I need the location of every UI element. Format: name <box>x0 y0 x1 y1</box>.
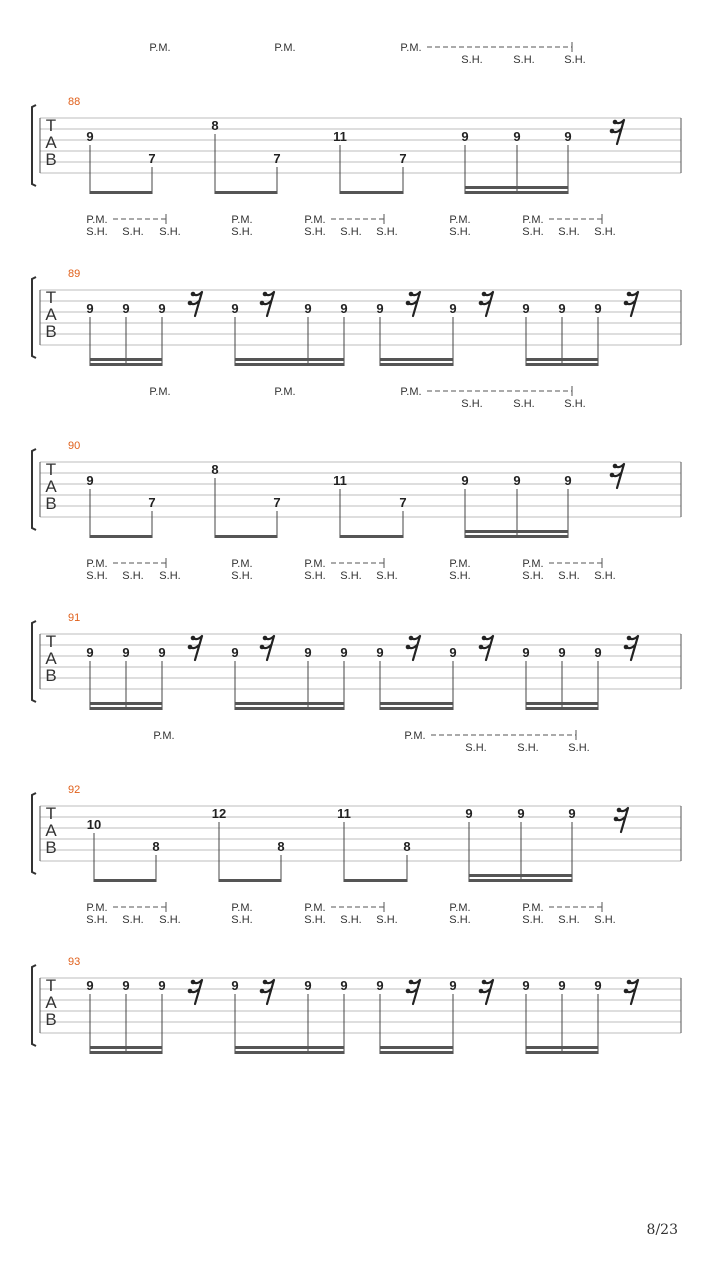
slide-hammer-label: S.H. <box>564 398 586 410</box>
slide-hammer-label: S.H. <box>449 570 471 582</box>
tab-system <box>32 42 681 194</box>
measure-number: 93 <box>68 956 81 968</box>
tab-clef-letter: T <box>45 804 57 823</box>
note-beam <box>235 1046 344 1049</box>
slide-hammer-label: S.H. <box>86 226 108 238</box>
fret-number: 9 <box>513 473 521 488</box>
tab-clef-letter: B <box>45 666 57 685</box>
fret-number: 9 <box>376 978 384 993</box>
note-beam <box>526 702 598 705</box>
note-beam <box>380 1051 453 1054</box>
palm-mute-label: P.M. <box>304 558 326 570</box>
note-beam <box>90 1046 162 1049</box>
measure-number: 90 <box>68 440 81 452</box>
fret-number: 9 <box>376 645 384 660</box>
fret-number: 9 <box>122 978 130 993</box>
palm-mute-label: P.M. <box>86 902 108 914</box>
fret-number: 9 <box>594 301 602 316</box>
palm-mute-label: P.M. <box>449 214 471 226</box>
fret-number: 7 <box>399 495 407 510</box>
note-beam <box>340 535 403 538</box>
fret-number: 9 <box>461 473 469 488</box>
rest-dot <box>627 980 632 985</box>
fret-number: 9 <box>158 978 166 993</box>
rest-dot <box>479 989 484 994</box>
slide-hammer-label: S.H. <box>517 742 539 754</box>
note-beam <box>215 535 277 538</box>
rest-dot <box>260 301 265 306</box>
note-beam <box>90 707 162 710</box>
slide-hammer-label: S.H. <box>522 570 544 582</box>
fret-number: 9 <box>558 645 566 660</box>
fret-number: 8 <box>211 462 219 477</box>
tab-clef-letter: A <box>45 305 57 324</box>
note-beam <box>235 358 344 361</box>
tab-clef-letter: A <box>45 649 57 668</box>
rest-dot <box>409 636 414 641</box>
tab-system <box>32 386 681 538</box>
rest-dot <box>614 817 619 822</box>
rest-dot <box>406 645 411 650</box>
measure-number: 88 <box>68 96 81 108</box>
system-bracket <box>32 277 36 358</box>
slide-hammer-label: S.H. <box>159 226 181 238</box>
palm-mute-label: P.M. <box>231 902 253 914</box>
fret-number: 9 <box>568 806 576 821</box>
rest-dot <box>624 301 629 306</box>
fret-number: 11 <box>337 806 351 821</box>
note-beam <box>235 702 344 705</box>
rest-dot <box>627 292 632 297</box>
tab-system <box>32 902 681 1054</box>
fret-number: 9 <box>158 301 166 316</box>
note-beam <box>215 191 277 194</box>
fret-number: 9 <box>231 301 239 316</box>
note-beam <box>465 191 568 194</box>
note-beam <box>526 1046 598 1049</box>
fret-number: 9 <box>465 806 473 821</box>
rest-dot <box>409 292 414 297</box>
page-number: 8/23 <box>646 1222 678 1238</box>
fret-number: 9 <box>86 129 94 144</box>
slide-hammer-label: S.H. <box>304 570 326 582</box>
note-beam <box>235 1051 344 1054</box>
palm-mute-label: P.M. <box>86 558 108 570</box>
note-beam <box>380 707 453 710</box>
fret-number: 8 <box>277 839 285 854</box>
tab-clef-letter: B <box>45 494 57 513</box>
tab-system <box>32 730 681 882</box>
palm-mute-label: P.M. <box>522 558 544 570</box>
fret-number: 11 <box>333 129 347 144</box>
rest-dot <box>188 645 193 650</box>
rest-dot <box>613 120 618 125</box>
system-bracket <box>32 621 36 702</box>
slide-hammer-label: S.H. <box>594 226 616 238</box>
slide-hammer-label: S.H. <box>231 914 253 926</box>
fret-number: 7 <box>273 495 281 510</box>
palm-mute-label: P.M. <box>274 42 296 54</box>
slide-hammer-label: S.H. <box>376 570 398 582</box>
palm-mute-label: P.M. <box>304 214 326 226</box>
fret-number: 9 <box>86 473 94 488</box>
system-bracket <box>32 793 36 874</box>
fret-number: 9 <box>564 473 572 488</box>
slide-hammer-label: S.H. <box>558 570 580 582</box>
fret-number: 9 <box>376 301 384 316</box>
rest-dot <box>617 808 622 813</box>
fret-number: 9 <box>122 301 130 316</box>
note-beam <box>340 191 403 194</box>
slide-hammer-label: S.H. <box>122 914 144 926</box>
slide-hammer-label: S.H. <box>513 398 535 410</box>
palm-mute-label: P.M. <box>400 42 422 54</box>
fret-number: 9 <box>449 978 457 993</box>
fret-number: 9 <box>594 645 602 660</box>
note-beam <box>219 879 281 882</box>
slide-hammer-label: S.H. <box>86 570 108 582</box>
fret-number: 9 <box>594 978 602 993</box>
slide-hammer-label: S.H. <box>449 914 471 926</box>
note-beam <box>469 879 572 882</box>
fret-number: 9 <box>340 645 348 660</box>
note-beam <box>380 358 453 361</box>
fret-number: 9 <box>449 301 457 316</box>
note-beam <box>380 702 453 705</box>
note-beam <box>465 535 568 538</box>
note-beam <box>469 874 572 877</box>
note-beam <box>526 358 598 361</box>
tab-clef-letter: B <box>45 322 57 341</box>
slide-hammer-label: S.H. <box>159 914 181 926</box>
rest-dot <box>409 980 414 985</box>
palm-mute-label: P.M. <box>304 902 326 914</box>
fret-number: 9 <box>158 645 166 660</box>
rest-dot <box>406 301 411 306</box>
note-beam <box>90 702 162 705</box>
fret-number: 9 <box>461 129 469 144</box>
fret-number: 9 <box>340 301 348 316</box>
note-beam <box>526 707 598 710</box>
measure-number: 92 <box>68 784 81 796</box>
palm-mute-label: P.M. <box>449 902 471 914</box>
fret-number: 12 <box>211 806 227 821</box>
note-beam <box>90 191 152 194</box>
tab-clef-letter: T <box>45 632 57 651</box>
fret-number: 9 <box>86 978 94 993</box>
fret-number: 9 <box>522 645 530 660</box>
fret-number: 9 <box>564 129 572 144</box>
fret-number: 9 <box>304 645 312 660</box>
rest-dot <box>260 989 265 994</box>
slide-hammer-label: S.H. <box>376 226 398 238</box>
rest-dot <box>627 636 632 641</box>
palm-mute-label: P.M. <box>449 558 471 570</box>
tab-clef-letter: T <box>45 116 57 135</box>
fret-number: 10 <box>86 817 102 832</box>
tab-clef-letter: A <box>45 477 57 496</box>
slide-hammer-label: S.H. <box>231 226 253 238</box>
fret-number: 9 <box>122 645 130 660</box>
tab-system <box>32 214 681 366</box>
fret-number: 9 <box>86 301 94 316</box>
fret-number: 9 <box>231 645 239 660</box>
slide-hammer-label: S.H. <box>340 226 362 238</box>
rest-dot <box>613 464 618 469</box>
rest-dot <box>406 989 411 994</box>
note-beam <box>90 358 162 361</box>
slide-hammer-label: S.H. <box>376 914 398 926</box>
rest-dot <box>191 636 196 641</box>
slide-hammer-label: S.H. <box>304 914 326 926</box>
tab-system <box>32 558 681 710</box>
tab-clef-letter: A <box>45 821 57 840</box>
note-beam <box>235 363 344 366</box>
fret-number: 7 <box>148 495 156 510</box>
slide-hammer-label: S.H. <box>461 398 483 410</box>
fret-number: 9 <box>558 301 566 316</box>
palm-mute-label: P.M. <box>149 386 171 398</box>
note-beam <box>465 530 568 533</box>
slide-hammer-label: S.H. <box>564 54 586 66</box>
tab-clef-letter: B <box>45 150 57 169</box>
fret-number: 8 <box>403 839 411 854</box>
slide-hammer-label: S.H. <box>461 54 483 66</box>
slide-hammer-label: S.H. <box>340 570 362 582</box>
slide-hammer-label: S.H. <box>340 914 362 926</box>
palm-mute-label: P.M. <box>149 42 171 54</box>
slide-hammer-label: S.H. <box>231 570 253 582</box>
rest-dot <box>482 636 487 641</box>
slide-hammer-label: S.H. <box>568 742 590 754</box>
tab-clef-letter: T <box>45 460 57 479</box>
slide-hammer-label: S.H. <box>522 226 544 238</box>
slide-hammer-label: S.H. <box>513 54 535 66</box>
tab-clef-letter: B <box>45 838 57 857</box>
fret-number: 9 <box>304 978 312 993</box>
fret-number: 9 <box>340 978 348 993</box>
fret-number: 7 <box>148 151 156 166</box>
fret-number: 8 <box>211 118 219 133</box>
rest-dot <box>260 645 265 650</box>
note-beam <box>526 1051 598 1054</box>
rest-dot <box>624 989 629 994</box>
palm-mute-label: P.M. <box>153 730 175 742</box>
tab-clef-letter: A <box>45 993 57 1012</box>
rest-dot <box>482 292 487 297</box>
note-beam <box>380 363 453 366</box>
note-beam <box>90 535 152 538</box>
measure-number: 89 <box>68 268 81 280</box>
measure-number: 91 <box>68 612 81 624</box>
note-beam <box>526 363 598 366</box>
fret-number: 7 <box>273 151 281 166</box>
fret-number: 7 <box>399 151 407 166</box>
system-bracket <box>32 449 36 530</box>
note-beam <box>90 1051 162 1054</box>
slide-hammer-label: S.H. <box>558 226 580 238</box>
rest-dot <box>479 301 484 306</box>
fret-number: 9 <box>522 301 530 316</box>
fret-number: 9 <box>231 978 239 993</box>
fret-number: 8 <box>152 839 160 854</box>
fret-number: 9 <box>304 301 312 316</box>
rest-dot <box>479 645 484 650</box>
slide-hammer-label: S.H. <box>594 914 616 926</box>
slide-hammer-label: S.H. <box>86 914 108 926</box>
note-beam <box>465 186 568 189</box>
palm-mute-label: P.M. <box>231 214 253 226</box>
fret-number: 11 <box>333 473 347 488</box>
note-beam <box>344 879 407 882</box>
rest-dot <box>191 980 196 985</box>
slide-hammer-label: S.H. <box>122 226 144 238</box>
note-beam <box>235 707 344 710</box>
slide-hammer-label: S.H. <box>122 570 144 582</box>
tab-clef-letter: T <box>45 976 57 995</box>
tab-clef-letter: T <box>45 288 57 307</box>
slide-hammer-label: S.H. <box>465 742 487 754</box>
note-beam <box>90 363 162 366</box>
rest-dot <box>263 980 268 985</box>
slide-hammer-label: S.H. <box>304 226 326 238</box>
tab-clef-letter: A <box>45 133 57 152</box>
fret-number: 9 <box>558 978 566 993</box>
rest-dot <box>191 292 196 297</box>
rest-dot <box>624 645 629 650</box>
note-beam <box>94 879 156 882</box>
rest-dot <box>610 473 615 478</box>
slide-hammer-label: S.H. <box>449 226 471 238</box>
slide-hammer-label: S.H. <box>522 914 544 926</box>
fret-number: 9 <box>86 645 94 660</box>
system-bracket <box>32 105 36 186</box>
rest-dot <box>610 129 615 134</box>
palm-mute-label: P.M. <box>522 902 544 914</box>
rest-dot <box>188 301 193 306</box>
rest-dot <box>482 980 487 985</box>
fret-number: 9 <box>522 978 530 993</box>
tab-clef-letter: B <box>45 1010 57 1029</box>
note-beam <box>380 1046 453 1049</box>
rest-dot <box>263 636 268 641</box>
rest-dot <box>263 292 268 297</box>
slide-hammer-label: S.H. <box>594 570 616 582</box>
palm-mute-label: P.M. <box>231 558 253 570</box>
palm-mute-label: P.M. <box>404 730 426 742</box>
fret-number: 9 <box>449 645 457 660</box>
palm-mute-label: P.M. <box>522 214 544 226</box>
palm-mute-label: P.M. <box>400 386 422 398</box>
rest-dot <box>188 989 193 994</box>
palm-mute-label: P.M. <box>86 214 108 226</box>
system-bracket <box>32 965 36 1046</box>
slide-hammer-label: S.H. <box>159 570 181 582</box>
palm-mute-label: P.M. <box>274 386 296 398</box>
fret-number: 9 <box>513 129 521 144</box>
fret-number: 9 <box>517 806 525 821</box>
slide-hammer-label: S.H. <box>558 914 580 926</box>
